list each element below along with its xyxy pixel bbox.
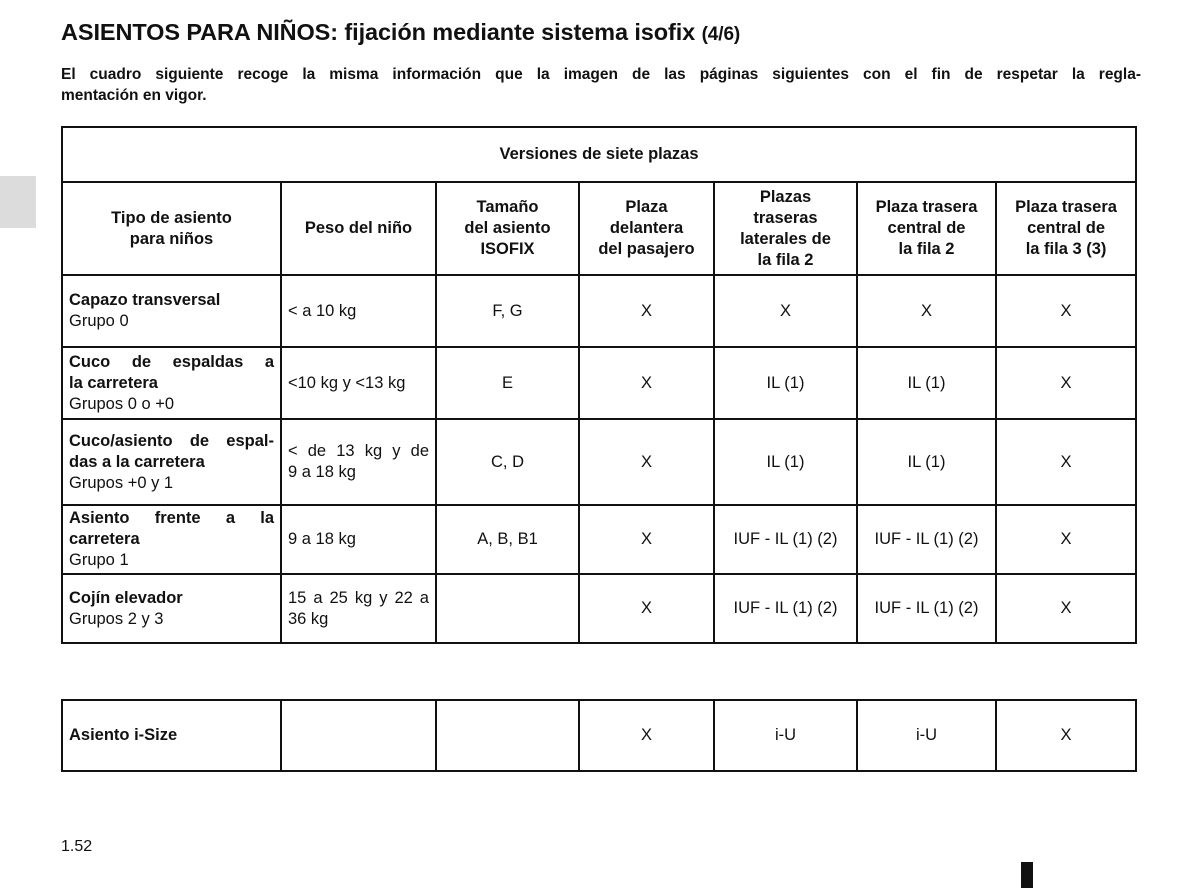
table-row xyxy=(62,700,1136,771)
table-caption: Versiones de siete plazas xyxy=(62,127,1136,182)
row3-central-cell: X xyxy=(996,700,1136,771)
weight-cell: 15 a 25 kg y 22 a 36 kg xyxy=(281,574,436,643)
front-passenger-cell: X xyxy=(579,347,714,419)
table-row xyxy=(62,275,1136,347)
isofix-size-cell: A, B, B1 xyxy=(436,505,579,574)
row2-central-cell: IUF - IL (1) (2) xyxy=(857,505,996,574)
header-isofix-size: Tamaño del asiento ISOFIX xyxy=(436,182,579,275)
row3-central-cell: X xyxy=(996,419,1136,505)
row2-lateral-cell: IUF - IL (1) (2) xyxy=(714,505,857,574)
row3-central-cell: X xyxy=(996,347,1136,419)
row2-central-cell: IL (1) xyxy=(857,347,996,419)
row2-lateral-cell: IL (1) xyxy=(714,419,857,505)
row3-central-cell: X xyxy=(996,574,1136,643)
header-front-passenger: Plaza delantera del pasajero xyxy=(579,182,714,275)
row2-lateral-cell: IL (1) xyxy=(714,347,857,419)
isofix-size-cell: F, G xyxy=(436,275,579,347)
page-edge-marker xyxy=(1021,862,1033,888)
table-row xyxy=(62,419,1136,505)
front-passenger-cell: X xyxy=(579,419,714,505)
isofix-size-cell: E xyxy=(436,347,579,419)
weight-cell: < de 13 kg y de 9 a 18 kg xyxy=(281,419,436,505)
isize-table xyxy=(61,699,1137,772)
isofix-table xyxy=(61,126,1137,644)
title-main: ASIENTOS PARA NIÑOS: fijación mediante sistema isofix xyxy=(61,19,696,45)
row3-central-cell: X xyxy=(996,275,1136,347)
row2-lateral-cell: IUF - IL (1) (2) xyxy=(714,574,857,643)
weight-cell xyxy=(281,700,436,771)
title-part: (4/6) xyxy=(701,24,741,45)
row2-central-cell: X xyxy=(857,275,996,347)
weight-cell: 9 a 18 kg xyxy=(281,505,436,574)
row3-central-cell: X xyxy=(996,505,1136,574)
seat-type-cell: Cojín elevador Grupos 2 y 3 xyxy=(62,574,281,643)
header-row xyxy=(62,182,1136,275)
front-passenger-cell: X xyxy=(579,505,714,574)
header-seat-type: Tipo de asiento para niños xyxy=(62,182,281,275)
header-row2-lateral: Plazas traseras laterales de la fila 2 xyxy=(714,182,857,275)
front-passenger-cell: X xyxy=(579,275,714,347)
table-row xyxy=(62,574,1136,643)
seat-type-cell: Cuco/asiento de espal- das a la carretera Grupos +0 y 1 xyxy=(62,419,281,505)
isofix-size-cell: C, D xyxy=(436,419,579,505)
page-title xyxy=(61,19,740,46)
seat-type-cell: Cuco de espaldas a la carretera Grupos 0 o +0 xyxy=(62,347,281,419)
header-row3-central: Plaza trasera central de la fila 3 (3) xyxy=(996,182,1136,275)
page-number: 1.52 xyxy=(61,838,93,855)
front-passenger-cell: X xyxy=(579,700,714,771)
seat-type-cell: Capazo transversal Grupo 0 xyxy=(62,275,281,347)
header-row2-central: Plaza trasera central de la fila 2 xyxy=(857,182,996,275)
front-passenger-cell: X xyxy=(579,574,714,643)
weight-cell: <10 kg y <13 kg xyxy=(281,347,436,419)
intro-line: mentación en vigor. xyxy=(61,87,207,104)
row2-lateral-cell: X xyxy=(714,275,857,347)
section-tab xyxy=(0,176,36,228)
row2-lateral-cell: i-U xyxy=(714,700,857,771)
seat-type-cell: Asiento frente a la carretera Grupo 1 xyxy=(62,505,281,574)
table-row xyxy=(62,347,1136,419)
header-child-weight: Peso del niño xyxy=(281,182,436,275)
row2-central-cell: IUF - IL (1) (2) xyxy=(857,574,996,643)
intro-paragraph xyxy=(61,64,1141,106)
row2-central-cell: i-U xyxy=(857,700,996,771)
isize-label: Asiento i-Size xyxy=(62,700,281,771)
table-row xyxy=(62,505,1136,574)
intro-line: El cuadro siguiente recoge la misma información que la imagen de las páginas siguientes con el fin de respetar la regla- xyxy=(61,66,1141,83)
isofix-size-cell xyxy=(436,574,579,643)
isofix-size-cell xyxy=(436,700,579,771)
row2-central-cell: IL (1) xyxy=(857,419,996,505)
weight-cell: < a 10 kg xyxy=(281,275,436,347)
